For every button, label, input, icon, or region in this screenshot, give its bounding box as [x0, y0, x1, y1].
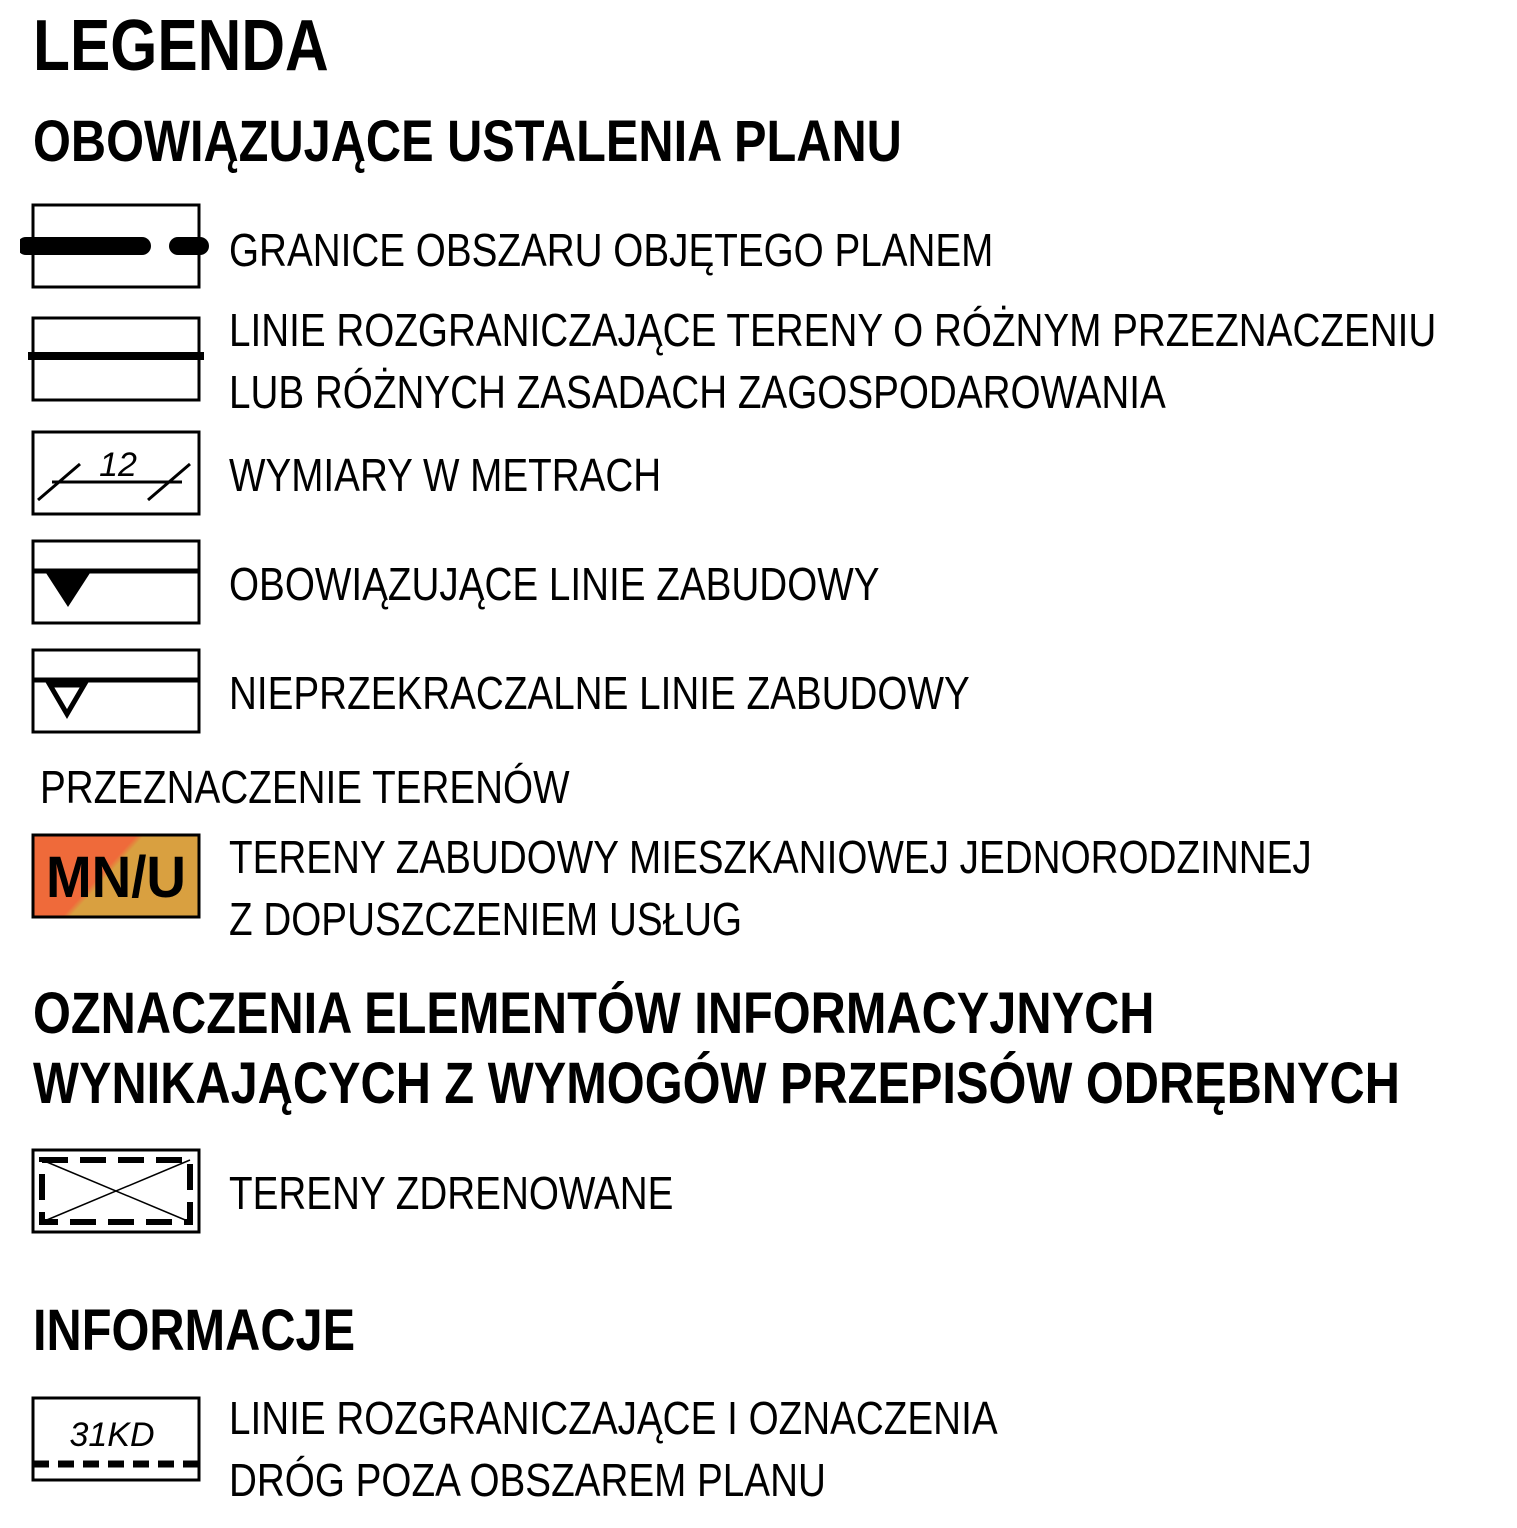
demarcation-label-line2: LUB RÓŻNYCH ZASADACH ZAGOSPODAROWANIA [229, 366, 1166, 418]
max-building-line-symbol [20, 648, 210, 734]
legend-item-max-lines [229, 667, 970, 732]
road-code: 31KD [69, 1416, 155, 1454]
plan-boundary-label: GRANICE OBSZARU OBJĘTEGO PLANEM [229, 224, 994, 276]
dimension-symbol [20, 430, 210, 516]
max-lines-label: NIEPRZEKRACZALNE LINIE ZABUDOWY [229, 667, 970, 719]
legend-item-plan-boundary [229, 224, 994, 289]
dimension-value: 12 [99, 446, 137, 484]
mnu-land-use-symbol [20, 833, 210, 919]
mnu-label-line2: Z DOPUSZCZENIEM USŁUG [229, 893, 743, 945]
demarcation-line-symbol [20, 316, 210, 402]
mandatory-lines-label: OBOWIĄZUJĄCE LINIE ZABUDOWY [229, 558, 880, 610]
drained-area-symbol [20, 1148, 210, 1234]
roads-label-line2: DRÓG POZA OBSZAREM PLANU [229, 1454, 826, 1506]
legend-item-demarcation [229, 304, 1437, 431]
legend-item-mandatory-lines [229, 558, 880, 623]
drained-areas-label: TERENY ZDRENOWANE [229, 1167, 674, 1219]
demarcation-label-line1: LINIE ROZGRANICZAJĄCE TERENY O RÓŻNYM PRZEZNACZENIU [229, 304, 1437, 356]
legend-title: LEGENDA [33, 6, 329, 86]
roads-label-line1: LINIE ROZGRANICZAJĄCE I OZNACZENIA [229, 1392, 998, 1444]
dimensions-label: WYMIARY W METRACH [229, 449, 662, 501]
road-outside-plan-symbol [20, 1396, 210, 1482]
section-heading-informational-1: OZNACZENIA ELEMENTÓW INFORMACYJNYCH [33, 981, 1155, 1046]
section-heading-info: INFORMACJE [33, 1298, 356, 1363]
section-heading-binding: OBOWIĄZUJĄCE USTALENIA PLANU [33, 109, 902, 174]
mandatory-building-line-symbol [20, 539, 210, 625]
section-heading-informational-2: WYNIKAJĄCYCH Z WYMOGÓW PRZEPISÓW ODRĘBNYCH [33, 1051, 1400, 1116]
mnu-code: MN/U [46, 845, 186, 910]
legend-item-roads [229, 1392, 998, 1519]
mnu-label-line1: TERENY ZABUDOWY MIESZKANIOWEJ JEDNORODZINNEJ [229, 831, 1312, 883]
land-use-heading: PRZEZNACZENIE TERENÓW [40, 761, 570, 813]
legend-item-mnu [229, 831, 1312, 958]
plan-boundary-symbol [20, 203, 210, 289]
legend-item-dimensions [229, 449, 662, 514]
legend-item-drained [229, 1167, 674, 1232]
